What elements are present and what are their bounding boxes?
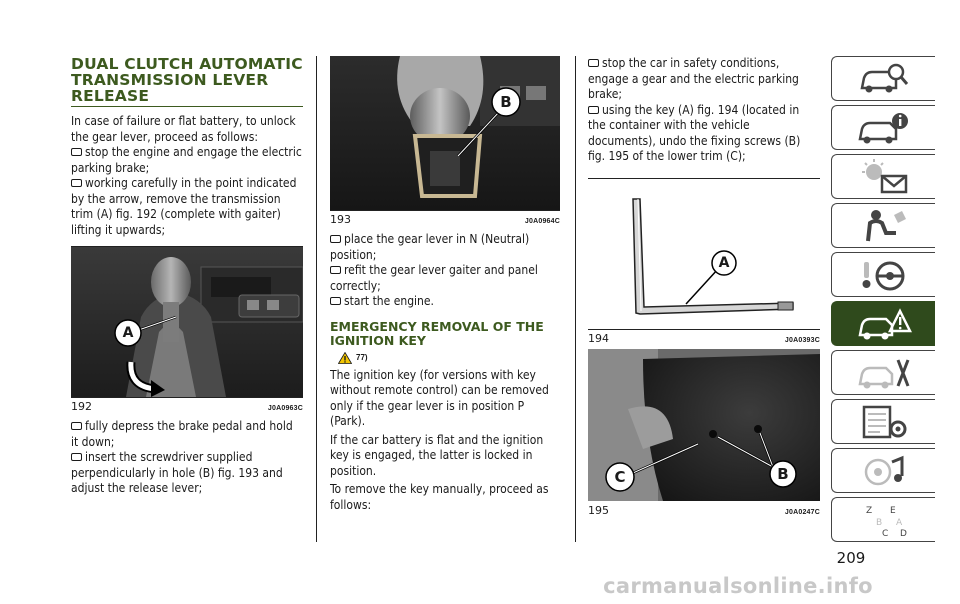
figure-code: J0A0964C xyxy=(524,218,560,225)
tab-seat-belt-person[interactable] xyxy=(831,203,935,248)
bullet-icon xyxy=(71,422,82,430)
subsection-title: EMERGENCY REMOVAL OF THE IGNITION KEY xyxy=(330,318,544,348)
car-search-icon xyxy=(856,60,912,98)
bullet-icon xyxy=(588,59,599,67)
figure-label-b: B xyxy=(777,464,789,483)
list-item: start the engine. xyxy=(330,294,560,310)
multimedia-music-icon xyxy=(856,452,912,490)
figure-194-key xyxy=(588,179,820,329)
seat-belt-person-icon xyxy=(856,207,912,245)
figure-caption xyxy=(71,400,303,413)
paragraph: The ignition key (for versions with key without remote control) can be removed only if the gear lever is in position P (Park). xyxy=(330,367,549,428)
column-divider xyxy=(575,56,576,542)
gear-lever-photo xyxy=(71,247,303,397)
figure-195-lower-trim xyxy=(588,349,820,501)
column-divider xyxy=(316,56,317,542)
index-letter: Z xyxy=(865,505,872,516)
tab-settings-list[interactable] xyxy=(831,399,935,444)
figure-code: J0A0393C xyxy=(784,336,820,344)
warning-reference xyxy=(338,352,560,364)
figure-number: 193 xyxy=(330,213,351,226)
index-letter: D xyxy=(899,528,907,539)
figure-label-b: B xyxy=(500,93,512,111)
car-info-icon xyxy=(856,109,912,147)
list-item: stop the engine and engage the electric parking brake; xyxy=(71,145,302,175)
figure-code: J0A0247C xyxy=(784,508,820,516)
tab-multimedia-music[interactable] xyxy=(831,448,935,493)
paragraph: If the car battery is flat and the ignition key is engaged, the latter is locked in position. xyxy=(330,432,544,478)
warning-triangle-icon xyxy=(338,352,352,364)
release-hole-photo xyxy=(330,56,560,210)
bullet-icon xyxy=(588,106,599,114)
car-maintenance-icon xyxy=(856,354,912,392)
index-letter: C xyxy=(881,528,888,539)
index-letter: E xyxy=(889,505,896,516)
figure-number: 192 xyxy=(71,400,92,413)
index-letters-icon xyxy=(856,501,912,539)
figure-bottom-rule xyxy=(588,329,820,330)
bullet-icon xyxy=(71,453,82,461)
lights-message-icon xyxy=(856,158,912,196)
car-emergency-icon xyxy=(856,305,912,343)
figure-label-a: A xyxy=(122,325,134,341)
intro-text: In case of failure or flat battery, to unlock the gear lever, proceed as follows: xyxy=(71,114,296,144)
column-1 xyxy=(71,56,303,497)
key-illustration xyxy=(588,179,820,329)
list-item: using the key (A) fig. 194 (located in the container with the vehicle documents), undo the fixing screws (B) fig. 195 of the lower trim (C); xyxy=(588,102,801,163)
bullet-icon xyxy=(71,179,82,187)
index-letter: A xyxy=(895,517,902,528)
figure-bottom-rule xyxy=(71,397,303,398)
figure-192-gear-lever-trim xyxy=(71,247,303,397)
tab-steering-controls[interactable] xyxy=(831,252,935,297)
title-divider xyxy=(71,106,303,107)
column-3 xyxy=(588,56,820,523)
bullet-icon xyxy=(330,297,341,305)
list-item: stop the car in safety conditions, engage a gear and the electric parking brake; xyxy=(588,56,799,101)
list-item: insert the screwdriver supplied perpendicularly in hole (B) fig. 193 and adjust the release lever; xyxy=(71,450,283,495)
bullet-icon xyxy=(330,235,341,243)
column-2 xyxy=(330,56,560,513)
bullet-icon xyxy=(71,148,82,156)
list-item: refit the gear lever gaiter and panel correctly; xyxy=(330,263,538,293)
tab-car-emergency[interactable] xyxy=(831,301,935,346)
tab-car-info[interactable] xyxy=(831,105,935,150)
tab-lights-message[interactable] xyxy=(831,154,935,199)
section-title: DUAL CLUTCH AUTOMATIC TRANSMISSION LEVER RELEASE xyxy=(71,55,303,105)
page-number: 209 xyxy=(836,549,866,567)
chapter-sidebar xyxy=(831,56,935,546)
figure-caption xyxy=(588,332,820,345)
figure-bottom-rule xyxy=(330,210,560,211)
tab-car-maintenance[interactable] xyxy=(831,350,935,395)
index-letter: B xyxy=(875,517,882,528)
figure-193-release-hole xyxy=(330,56,560,210)
settings-list-icon xyxy=(856,403,912,441)
list-item: place the gear lever in N (Neutral) position; xyxy=(330,232,530,262)
figure-caption xyxy=(330,213,560,226)
figure-number: 195 xyxy=(588,503,609,517)
warning-number: 77) xyxy=(356,353,368,362)
list-item: working carefully in the point indicated by the arrow, remove the transmission trim (A) fig. 192 (complete with gaiter) lifting it upwards; xyxy=(71,176,297,237)
tab-car-search[interactable] xyxy=(831,56,935,101)
watermark: carmanualsonline.info xyxy=(603,574,873,598)
list-item: fully depress the brake pedal and hold it down; xyxy=(71,419,293,449)
figure-code: J0A0963C xyxy=(267,405,303,412)
steering-wheel-icon xyxy=(856,256,912,294)
figure-caption xyxy=(588,504,820,517)
bullet-icon xyxy=(330,266,341,274)
paragraph: To remove the key manually, proceed as follows: xyxy=(330,482,549,512)
figure-label-c: C xyxy=(614,467,626,486)
figure-number: 194 xyxy=(588,331,609,345)
tab-index-letters[interactable] xyxy=(831,497,935,542)
figure-label-a: A xyxy=(718,254,730,271)
